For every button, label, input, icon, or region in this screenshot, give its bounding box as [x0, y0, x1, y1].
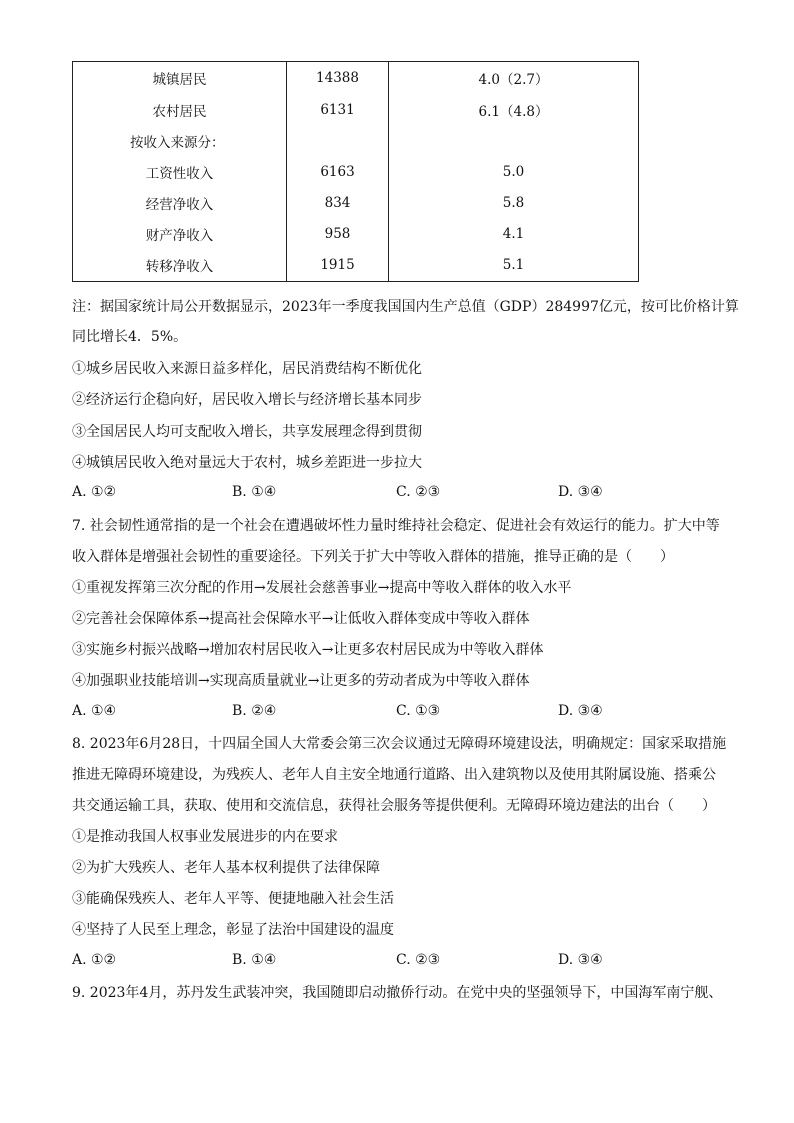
q6-option-b[interactable]: B. ①④ — [232, 484, 277, 500]
q8-stem-line-1: 8. 2023年6月28日，十四届全国人大常委会第三次会议通过无障碍环境建设法，明确规定：国家采取措施 — [72, 736, 727, 752]
row-value: 14388 — [287, 62, 389, 95]
q9-stem-line-1: 9. 2023年4月，苏丹发生武装冲突，我国随即启动撤侨行动。在党中央的坚强领导下，中国海军南宁舰、 — [72, 985, 723, 1001]
q7-stem-line-1: 7. 社会韧性通常指的是一个社会在遭遇破坏性力量时维持社会稳定、促进社会有效运行的能力。扩大中等 — [72, 518, 720, 534]
row-label: 农村居民 — [73, 94, 287, 125]
row-label: 转移净收入 — [73, 249, 287, 282]
q8-statement-3: ③能确保残疾人、老年人平等、便捷地融入社会生活 — [72, 891, 394, 907]
row-label: 财产净收入 — [73, 218, 287, 249]
q8-options — [72, 952, 732, 972]
row-value: 6131 — [287, 94, 389, 125]
q8-statement-4: ④坚持了人民至上理念，彰显了法治中国建设的温度 — [72, 922, 394, 938]
q8-option-d[interactable]: D. ③④ — [558, 952, 603, 968]
q8-option-b[interactable]: B. ①④ — [232, 952, 277, 968]
row-label: 经营净收入 — [73, 187, 287, 218]
row-label: 按收入来源分： — [73, 125, 287, 156]
q6-statement-3: ③全国居民人均可支配收入增长，共享发展理念得到贯彻 — [72, 424, 422, 440]
row-label: 城镇居民 — [73, 62, 287, 95]
q8-stem-line-3: 共交通运输工具，获取、使用和交流信息，获得社会服务等提供便利。无障碍环境边建法的出台（ ） — [72, 798, 716, 814]
q8-stem-line-2: 推进无障碍环境建设，为残疾人、老年人自主安全地通行道路、出入建筑物以及使用其附属设施、搭乘公 — [72, 767, 716, 783]
q8-option-c[interactable]: C. ②③ — [396, 952, 441, 968]
q7-statement-3: ③实施乡村振兴战略→增加农村居民收入→让更多农村居民成为中等收入群体 — [72, 642, 544, 658]
row-value: 1915 — [287, 249, 389, 282]
table-row — [73, 249, 639, 282]
table-note-line-2: 同比增长4．5%。 — [72, 329, 188, 345]
q6-options — [72, 484, 732, 504]
q7-stem-line-2: 收入群体是增强社会韧性的重要途径。下列关于扩大中等收入群体的措施，推导正确的是（ ） — [72, 549, 674, 565]
table-row — [73, 125, 639, 156]
row-growth: 6.1（4.8） — [389, 94, 639, 125]
q6-statement-1: ①城乡居民收入来源日益多样化，居民消费结构不断优化 — [72, 361, 422, 377]
q6-option-a[interactable]: A. ①② — [72, 484, 117, 500]
q8-statement-2: ②为扩大残疾人、老年人基本权利提供了法律保障 — [72, 860, 380, 876]
q7-options — [72, 703, 732, 723]
q8-statement-1: ①是推动我国人权事业发展进步的内在要求 — [72, 829, 338, 845]
row-growth — [389, 125, 639, 156]
table-row — [73, 94, 639, 125]
row-value: 834 — [287, 187, 389, 218]
row-value — [287, 125, 389, 156]
q8-option-a[interactable]: A. ①② — [72, 952, 117, 968]
table-row — [73, 218, 639, 249]
row-value: 958 — [287, 218, 389, 249]
row-label: 工资性收入 — [73, 156, 287, 187]
table-row — [73, 156, 639, 187]
q6-option-d[interactable]: D. ③④ — [558, 484, 603, 500]
table-note-line-1: 注：据国家统计局公开数据显示，2023年一季度我国国内生产总值（GDP）284997亿元，按可比价格计算 — [72, 299, 739, 315]
table-row — [73, 187, 639, 218]
q7-statement-4: ④加强职业技能培训→实现高质量就业→让更多的劳动者成为中等收入群体 — [72, 673, 530, 689]
row-growth: 5.8 — [389, 187, 639, 218]
row-value: 6163 — [287, 156, 389, 187]
q7-option-c[interactable]: C. ①③ — [396, 703, 441, 719]
q7-option-a[interactable]: A. ①④ — [72, 703, 117, 719]
q7-statement-2: ②完善社会保障体系→提高社会保障水平→让低收入群体变成中等收入群体 — [72, 611, 530, 627]
q6-option-c[interactable]: C. ②③ — [396, 484, 441, 500]
table-row — [73, 62, 639, 95]
q7-option-d[interactable]: D. ③④ — [558, 703, 603, 719]
q6-statement-2: ②经济运行企稳向好，居民收入增长与经济增长基本同步 — [72, 392, 422, 408]
row-growth: 5.1 — [389, 249, 639, 282]
row-growth: 4.1 — [389, 218, 639, 249]
q7-statement-1: ①重视发挥第三次分配的作用→发展社会慈善事业→提高中等收入群体的收入水平 — [72, 580, 572, 596]
q6-statement-4: ④城镇居民收入绝对量远大于农村，城乡差距进一步拉大 — [72, 455, 422, 471]
income-table — [72, 61, 639, 282]
row-growth: 5.0 — [389, 156, 639, 187]
row-growth: 4.0（2.7） — [389, 62, 639, 95]
q7-option-b[interactable]: B. ②④ — [232, 703, 277, 719]
